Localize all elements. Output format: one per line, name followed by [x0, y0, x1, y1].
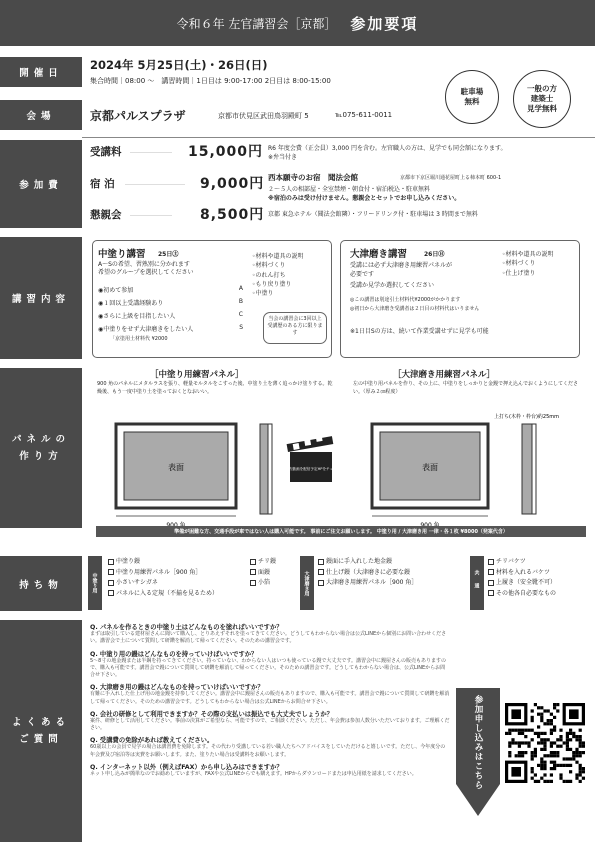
- clapper-text: 作り方動画を配信予定HPをチェック: [281, 467, 341, 471]
- item-checkbox[interactable]: 鏝面に手入れした地金鏝: [318, 557, 417, 568]
- item-checkbox[interactable]: チリ鏝: [250, 557, 276, 568]
- venue-name: 京都パルスプラザ: [90, 109, 186, 123]
- faq-list: [90, 622, 450, 778]
- course-callout: 当会の講習会に3回以上受講歴のある方に限ります: [263, 312, 327, 344]
- course-right-list: [502, 250, 554, 278]
- fee-amount-lodging: 9,000円: [200, 176, 265, 192]
- fee-label-party: 懇親会: [90, 209, 122, 221]
- course-right-desc3: 受講か見学か選択してください: [350, 282, 435, 289]
- fee-note-lodging-2: ２～５人の相部屋・全室禁煙・朝食付・宿泊税込・駐車無料: [268, 186, 431, 193]
- course-option-c-text: ◉さらに上級を目指したい人: [98, 313, 176, 320]
- faq-item: [90, 682, 450, 706]
- venue-tel: ℡075-611-0011: [335, 111, 393, 119]
- section-label-faq-text: よくあるご質問: [11, 716, 70, 745]
- panel-thickness-label: 上打ち(木枠・枠台)約25mm: [494, 414, 560, 420]
- venue-address: 京都市伏見区武田鳥羽殿町 5: [218, 112, 309, 120]
- item-checkbox[interactable]: 面鏝: [250, 568, 276, 579]
- apply-text[interactable]: 参加申し込みはこちら: [473, 695, 483, 790]
- item-checkbox[interactable]: 上履き（安全靴不可）: [488, 578, 556, 589]
- visitor-badge-line1: 一般の方: [527, 83, 557, 93]
- section-label-course: 講習内容: [0, 237, 82, 359]
- course-option-a[interactable]: [98, 285, 243, 294]
- course-option-b[interactable]: [98, 298, 243, 307]
- panel-section-frame: [268, 424, 272, 514]
- course-option-a-code: A: [238, 285, 243, 292]
- faq-item: [90, 622, 450, 646]
- leader-dots: …………………: [130, 148, 172, 155]
- course-left-desc1: A〜Sの希望、習熟別に分かれます: [98, 261, 190, 268]
- item-checkbox[interactable]: 小箔: [250, 578, 276, 589]
- items-group-label-otsu: 大津磨き用: [300, 556, 314, 610]
- panel-left-desc: 900 角のパネルにメタルラスを張り、軽量モルタルをこすった後、中塗り土を薄く追っかけ塗りする。乾燥後、もう一度中塗り土を塗っておくとなおいい。: [97, 381, 333, 395]
- event-date: 2024年 5月25日(土)・26日(日): [90, 58, 268, 72]
- items-list-otsu: [318, 557, 417, 589]
- course-option-a-text: ◉初めて参加: [98, 287, 134, 294]
- fee-note-tuition: R6 年度会費（正会員）3,000 円を含む。左官職人の方は、見学でも同会額になります。: [268, 145, 507, 152]
- panel-purchase-notice: 準備が困難な方、交通手段が車ではない人は購入可能です。 事前にご注文お願いします。 中塗り用 / 大津磨き用 一律・各１枚 ¥8000（発案代含）: [96, 526, 586, 537]
- section-label-fee: 参加費: [0, 140, 82, 228]
- course-option-c-code: C: [238, 311, 243, 318]
- section-label-panel-text: パネルの作り方: [11, 433, 70, 462]
- faq-item: [90, 649, 450, 680]
- faq-answer: 60歳以上の会員で見学の場合は講習費を免除します。その代わり受講している若い職人たちへアドバイスをしていただけると嬉しいです。ただし、今年度分の年会費及び宿泊等は実費をお願いします。また、塗りたい場合は受講料をお願いします。: [90, 744, 446, 758]
- items-list-nakanuri: [108, 557, 218, 599]
- fee-label-tuition: 受講料: [90, 146, 122, 158]
- header-prefix: 令和６年 左官講習会［京都］: [176, 16, 337, 31]
- items-list-nakanuri-b: [250, 557, 276, 589]
- panel-diagram: [90, 410, 595, 532]
- course-option-s-code: S: [239, 324, 243, 331]
- fee-amount-tuition: 15,000円: [188, 144, 264, 160]
- visitor-badge-line3: 見学無料: [527, 104, 557, 114]
- course-option-c[interactable]: [98, 311, 243, 320]
- section-label-items: 持ち物: [0, 556, 82, 611]
- fee-note-tuition-2: ※弁当付き: [268, 154, 298, 161]
- course-option-s-text: ◉中塗りをせず大津磨きをしたい人: [98, 326, 194, 333]
- course-left-list-item: ◦中塗り: [252, 290, 274, 298]
- item-checkbox[interactable]: パネルに入る定規（不揃を見るため）: [108, 589, 218, 600]
- faq-answer: 有難に手入れした仕上げ用の地金鏝を持参してください。講習会中に鏝屋さんの販売もありますので、購入も可能です。講習会で鏝について質問して研鑽を解消して帰ってください。そのための講習会です。どうしてもわからない場合は公式LINEからお問合せ下さい。: [90, 691, 450, 705]
- course-right-note1: ◎この講習は別途引土材料代¥2000がかかります: [350, 297, 461, 303]
- fee-note-lodging: 西本願寺のお宿 聞法会館: [268, 173, 358, 182]
- section-label-panel: [0, 368, 82, 528]
- item-checkbox[interactable]: 小さいサシガネ: [108, 578, 218, 589]
- item-checkbox[interactable]: その他各自必要なもの: [488, 589, 556, 600]
- course-right-desc1: 受講には必ず大津磨き用練習パネルが: [350, 262, 453, 269]
- faq-answer: 案件、研修として活用してください。事前の決算がご希望なら、可能ですので、ご相談ください。ただし、年会費は参加人数分いただいております。ご理解ください。: [90, 717, 450, 731]
- item-checkbox[interactable]: 材料を入れるバケツ: [488, 568, 556, 579]
- course-left-desc2: 希望のグループを選択してください: [98, 269, 194, 276]
- video-clapper-icon: [287, 435, 334, 482]
- panel-section-side: [260, 424, 268, 514]
- course-left-list-item: ◦材料や道具の説明: [252, 253, 304, 260]
- panel-section-frame: [532, 424, 536, 514]
- apply-qr-code[interactable]: [505, 703, 585, 783]
- fee-note-party: 京都 東急ホテル（聞法会館隣）・フリードリンク付・駐車場は 3 時間まで無料: [268, 211, 478, 218]
- items-group-label-common: 共通: [470, 556, 484, 610]
- fee-note-lodging-3: ※宿泊のみは受け付けません。懇親会とセットでお申し込みください。: [268, 195, 461, 202]
- parking-badge-line1: 駐車場: [460, 86, 484, 96]
- fee-note-lodging-address: 京都市下京区堀川通花屋町上る柿本町 600-1: [400, 175, 502, 181]
- fee-amount-party: 8,500円: [200, 207, 265, 223]
- faq-question: Q. 会社の研修として利用できますか？その際の支払いは振込でも大丈夫でしょうか？: [90, 710, 333, 718]
- item-checkbox[interactable]: 大津磨き用練習パネル［900 角］: [318, 578, 417, 589]
- leader-dots: …………………………: [125, 180, 185, 187]
- course-option-b-text: ◉１回以上受講経験あり: [98, 300, 164, 307]
- leader-dots: …………………: [130, 211, 172, 218]
- faq-answer: ネット申し込みが簡単なのでお勧めしていますが、FAXや公式LINEからでも購えます。HPからダウンロードまたは申込用紙を請求してください。: [90, 770, 417, 777]
- panel-right-desc: 左の中塗り用パネルを作り、その上に、中塗りをしっかりと金鏝で押え込んでおくようにしてください。（厚み２㎝程度）: [353, 381, 579, 395]
- course-left-list: [252, 252, 304, 298]
- faq-question: Q. 中塗り用の鏝はどんなものを持っていけばいいですか？: [90, 650, 258, 658]
- faq-question: Q. 大津磨き用の鏝はどんなものを持っていけばいいですか？: [90, 684, 264, 692]
- course-option-s[interactable]: [98, 324, 243, 333]
- panel-front-label: 表面: [168, 463, 184, 472]
- parking-badge-line2: 無料: [464, 97, 480, 106]
- course-right-list-item: ◦仕上げ塗り: [502, 269, 536, 277]
- panel-left-title: ［中塗り用練習パネル］: [150, 370, 244, 380]
- course-left-title: 中塗り講習: [98, 249, 146, 260]
- section-label-faq: [0, 620, 82, 842]
- panel-right-title: ［大津磨き用練習パネル］: [393, 370, 496, 380]
- section-label-venue: 会場: [0, 100, 82, 130]
- item-checkbox[interactable]: 中塗り鏝: [108, 557, 218, 568]
- items-group-label-nakanuri: 中塗り用: [88, 556, 102, 610]
- course-right-note3: ※1日目Sの方は、続いて作業受講せずに見学も可能: [350, 328, 489, 335]
- course-left-note: 「京塗用土材料代 ¥2000: [110, 336, 168, 342]
- visitor-badge-line2: 建築士: [530, 93, 554, 103]
- course-right-day: 26日㊐: [424, 251, 445, 258]
- faq-item: [90, 735, 450, 759]
- course-right-desc2: 必要です: [350, 271, 375, 278]
- item-checkbox[interactable]: チリバケツ: [488, 557, 556, 568]
- page-title: 参加要項: [350, 14, 419, 33]
- faq-answer: まずは取引している建材屋さんに聞いて購入し、とりあえずそれを塗ってきてください。どうしてもわからない場合は公式LINEから個別にお問い合わせください。講習会で土について質問して研鑽を解消して帰ってください。そのための講習会です。: [90, 631, 447, 645]
- faq-answer: 5〜8寸の地金鏝または半鋼を持ってきてください。持っていない、わからない人はいつも使っている鏝で大丈夫です。講習会中に鏝屋さんの販売もありますので、購入も可能です。講習会で鏝について質問して研鑽を解消して帰ってください。そのための講習会です。どうしてもわからない場合は、公式LINEからお問合せ下さい。: [90, 657, 446, 678]
- course-left-list-item: ◦もり戻り塗り: [252, 280, 292, 288]
- items-list-common: [488, 557, 556, 599]
- page-header: [0, 0, 595, 46]
- course-right-note2: ◎初日から大津磨き受講者は２日目の材料代はいりません: [350, 306, 480, 312]
- course-option-b-code: B: [238, 298, 243, 305]
- item-checkbox[interactable]: 中塗り用練習パネル［900 角］: [108, 568, 218, 579]
- course-left-day: 25日㊏: [158, 251, 179, 258]
- course-right-title: 大津磨き講習: [350, 249, 408, 260]
- faq-item: [90, 762, 450, 778]
- faq-question: Q. インターネット以外（例えばFAX）から申し込みはできますか？: [90, 763, 283, 771]
- visitor-badge: [513, 70, 571, 128]
- panel-section-side: [522, 424, 532, 514]
- faq-question: Q. パネルを作るときの中塗り土はどんなものを塗ればいいですか？: [90, 624, 283, 631]
- section-label-date: 開催日: [0, 57, 82, 87]
- course-right-list-item: ◦材料や道具の説明: [502, 251, 554, 258]
- faq-item: [90, 709, 450, 733]
- event-times: 集合時間｜08:00 〜 講習時間｜1日目は 9:00-17:00 2日目は 8:00-15:00: [90, 77, 331, 85]
- item-checkbox[interactable]: 仕上げ鏝（大津磨きに必要な鏝: [318, 568, 417, 579]
- course-right-list-item: ◦材料づくり: [502, 260, 536, 268]
- fee-label-lodging: 宿 泊: [90, 178, 115, 190]
- faq-question: Q. 受講費の免除があれば教えてください。: [90, 737, 214, 745]
- course-left-list-item: ◦のれん打ち: [252, 271, 286, 279]
- parking-badge: [445, 70, 499, 124]
- course-left-list-item: ◦材料づくり: [252, 262, 286, 270]
- divider: [82, 137, 595, 138]
- panel-front-label-right: 表面: [422, 463, 438, 472]
